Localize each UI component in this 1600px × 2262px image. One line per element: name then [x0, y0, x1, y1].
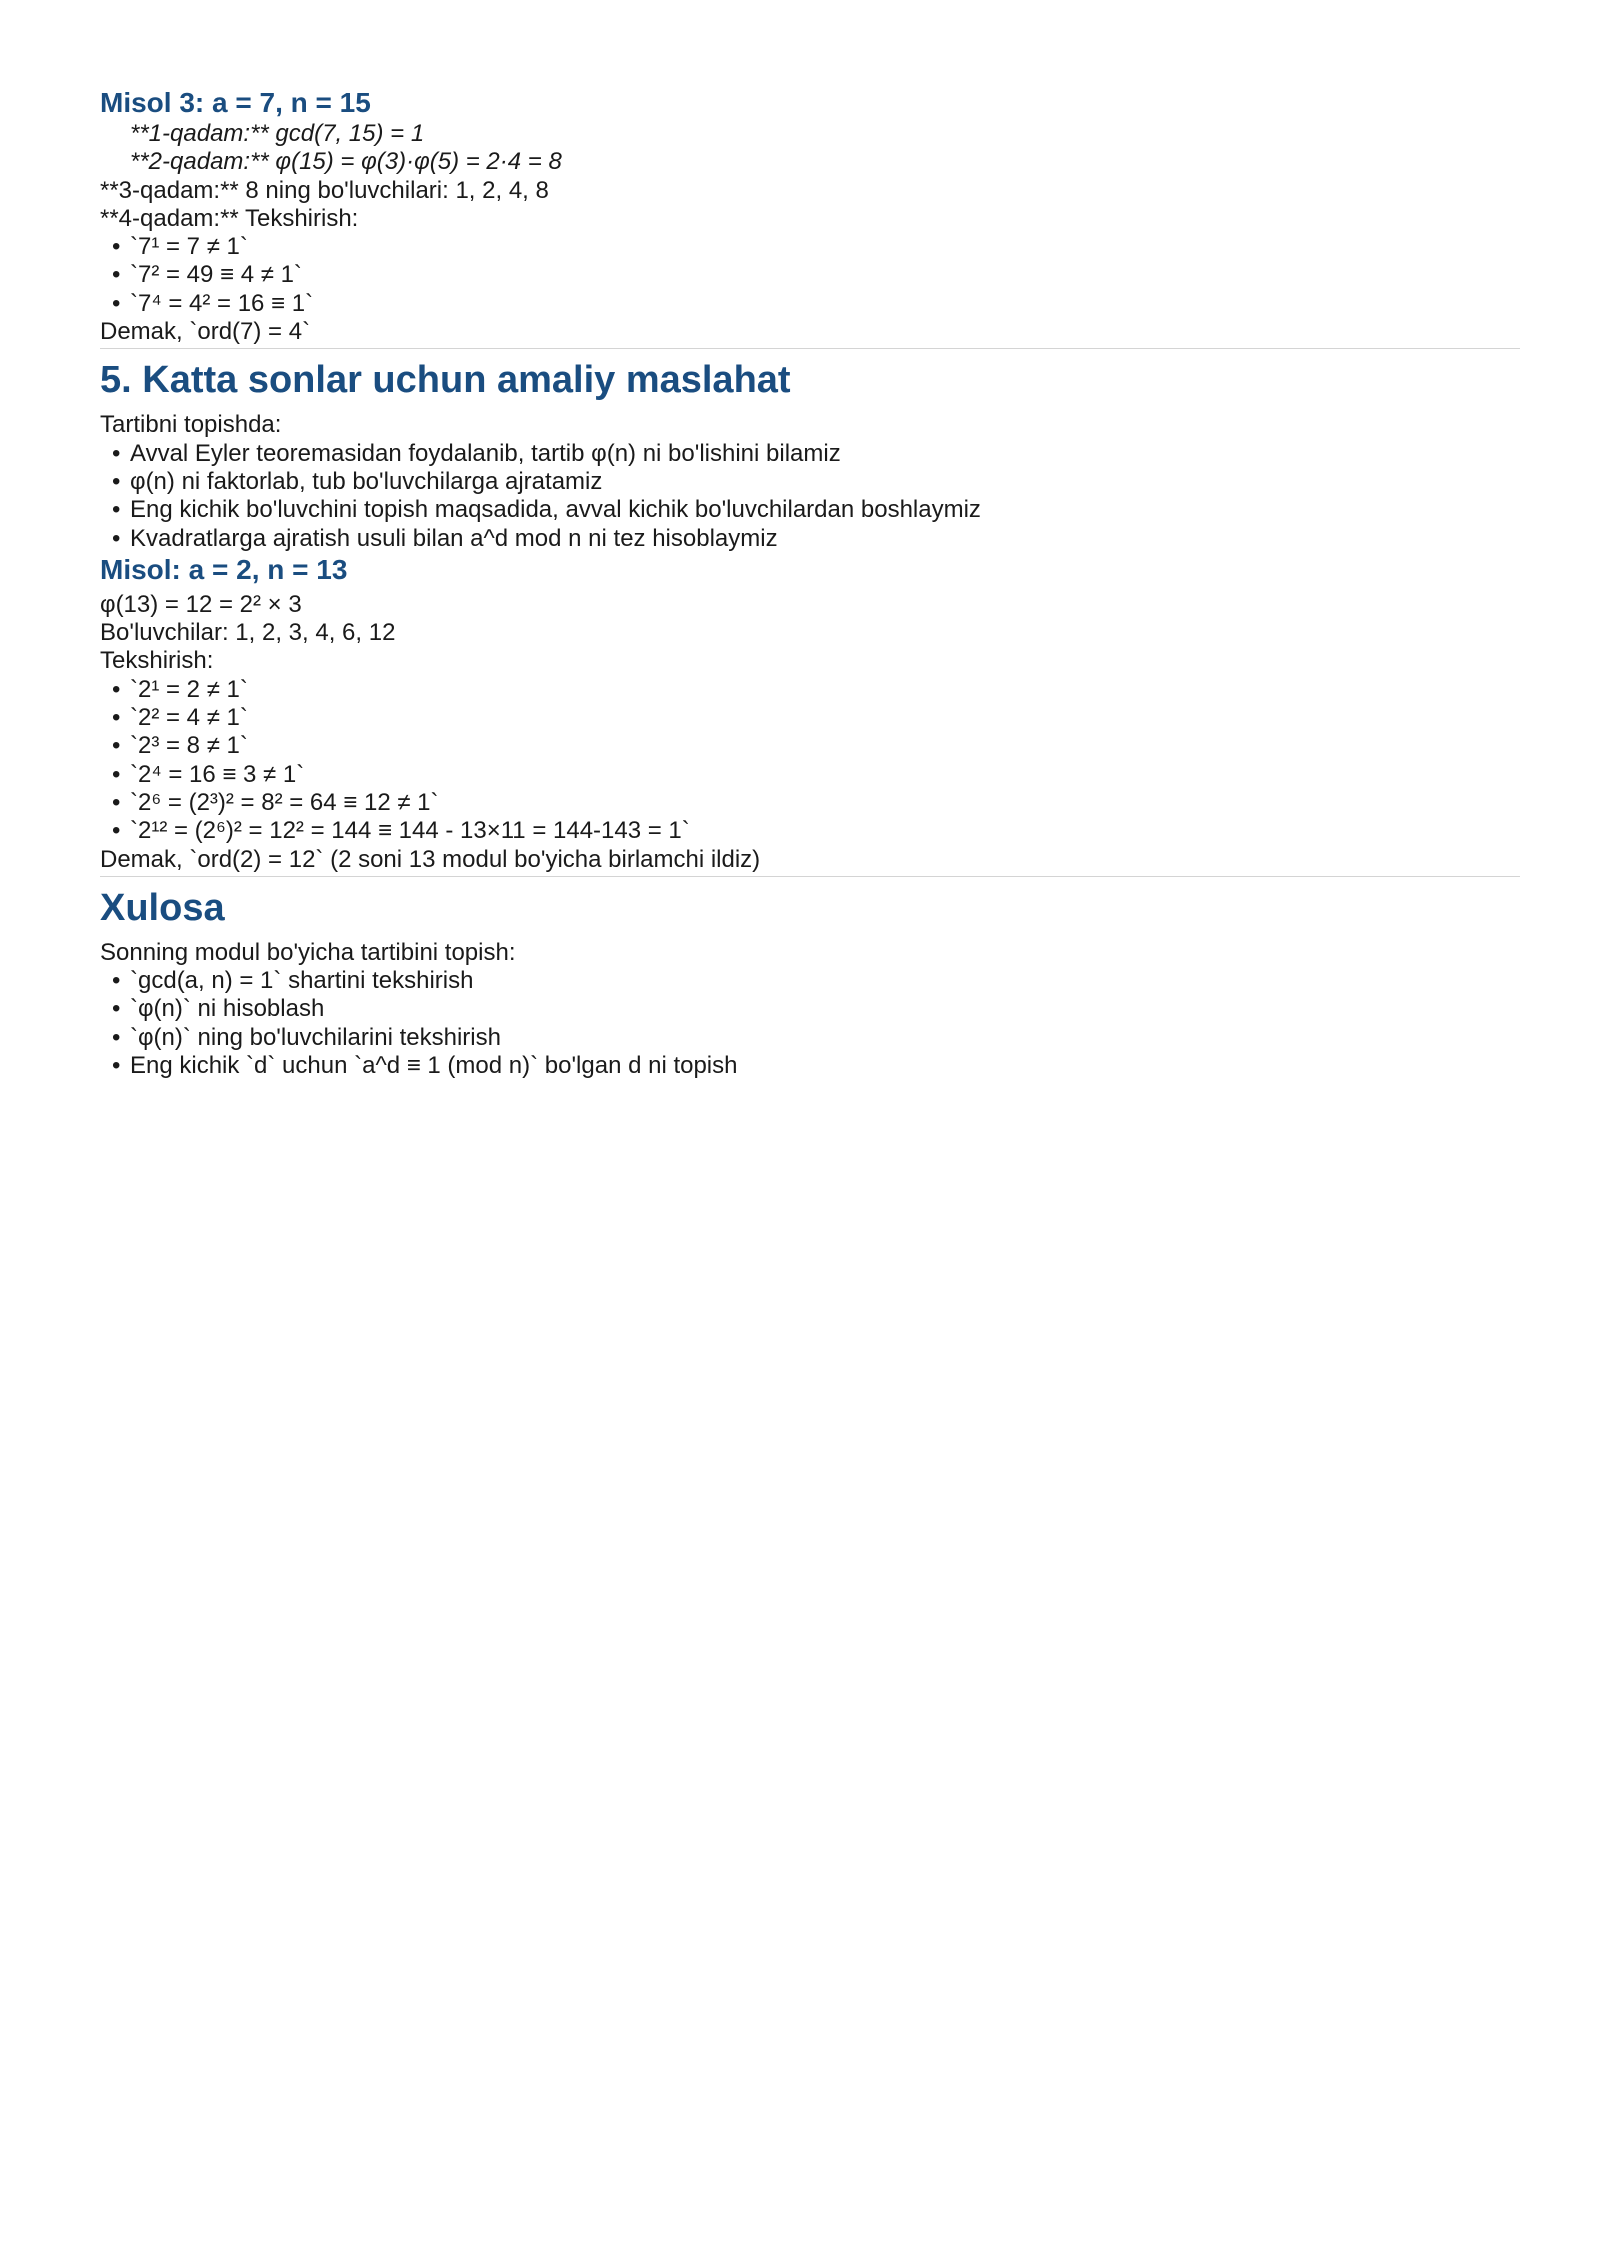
divisors-line: Bo'luvchilar: 1, 2, 3, 4, 6, 12: [100, 619, 396, 647]
list-item: [100, 995, 1520, 1023]
list-item-text: `φ(n)` ning bo'luvchilarini tekshirish: [130, 1023, 501, 1051]
bullet-icon: •: [112, 704, 121, 732]
list-item-text: `2² = 4 ≠ 1`: [130, 704, 248, 732]
bullet-icon: •: [112, 1023, 121, 1051]
list-item: [100, 789, 1520, 817]
bullet-icon: •: [112, 967, 121, 995]
bullet-icon: •: [112, 675, 121, 703]
list-item-text: `7¹ = 7 ≠ 1`: [130, 233, 248, 261]
conclusion-heading: Xulosa: [100, 886, 225, 929]
list-item: [100, 496, 1520, 524]
section-5-heading: 5. Katta sonlar uchun amaliy maslahat: [100, 359, 791, 402]
list-item: [100, 233, 1520, 261]
list-item-text: `2⁴ = 16 ≡ 3 ≠ 1`: [130, 760, 305, 788]
bullet-icon: •: [112, 788, 121, 816]
bullet-icon: •: [112, 524, 121, 552]
list-item-text: `2¹ = 2 ≠ 1`: [130, 675, 248, 703]
list-item: [100, 525, 1520, 553]
list-item-text: `7⁴ = 4² = 16 ≡ 1`: [130, 289, 314, 317]
step-2: **2-qadam:** φ(15) = φ(3)·φ(5) = 2·4 = 8: [130, 148, 562, 176]
section-divider: [100, 348, 1520, 349]
step-4: **4-qadam:** Tekshirish:: [100, 204, 359, 232]
list-item: [100, 676, 1520, 704]
bullet-icon: •: [112, 233, 121, 261]
bullet-icon: •: [112, 496, 121, 524]
list-item-text: `gcd(a, n) = 1` shartini tekshirish: [130, 967, 474, 995]
conclusion-intro: Sonning modul bo'yicha tartibini topish:: [100, 938, 516, 966]
list-item-text: Eng kichik `d` uchun `a^d ≡ 1 (mod n)` bo'lgan d ni topish: [130, 1052, 738, 1080]
document-page: [100, 86, 1520, 1080]
list-item-text: Eng kichik bo'luvchini topish maqsadida, avval kichik bo'luvchilardan boshlaymiz: [130, 496, 981, 524]
bullet-icon: •: [112, 1052, 121, 1080]
list-item: [100, 1024, 1520, 1052]
list-item: [100, 290, 1520, 318]
list-item-text: Kvadratlarga ajratish usuli bilan a^d mod n ni tez hisoblaymiz: [130, 524, 778, 552]
list-item-text: `φ(n)` ni hisoblash: [130, 995, 325, 1023]
list-item-text: `2³ = 8 ≠ 1`: [130, 732, 248, 760]
step-1: **1-qadam:** gcd(7, 15) = 1: [130, 120, 425, 147]
bullet-icon: •: [112, 760, 121, 788]
list-item-text: φ(n) ni faktorlab, tub bo'luvchilarga ajratamiz: [130, 467, 603, 495]
list-item-text: Avval Eyler teoremasidan foydalanib, tartib φ(n) ni bo'lishini bilamiz: [130, 439, 841, 467]
bullet-icon: •: [112, 439, 121, 467]
bullet-icon: •: [112, 467, 121, 495]
bullet-icon: •: [112, 995, 121, 1023]
list-item: [100, 732, 1520, 760]
list-item-text: `2⁶ = (2³)² = 8² = 64 ≡ 12 ≠ 1`: [130, 788, 439, 816]
list-item: [100, 704, 1520, 732]
list-item: [100, 967, 1520, 995]
example-3-heading: Misol 3: a = 7, n = 15: [100, 87, 371, 118]
step-3: **3-qadam:** 8 ning bo'luvchilari: 1, 2, 4, 8: [100, 176, 549, 204]
example-3-conclusion: Demak, `ord(7) = 4`: [100, 318, 311, 346]
list-item: [100, 761, 1520, 789]
list-item-text: `2¹² = (2⁶)² = 12² = 144 ≡ 144 - 13×11 = 144-143 = 1`: [130, 817, 690, 845]
list-item: [100, 1052, 1520, 1080]
section-5-intro: Tartibni topishda:: [100, 411, 282, 439]
list-item: [100, 440, 1520, 468]
list-item-text: `7² = 49 ≡ 4 ≠ 1`: [130, 261, 302, 289]
bullet-icon: •: [112, 817, 121, 845]
bullet-icon: •: [112, 261, 121, 289]
section-divider: [100, 876, 1520, 877]
example-conclusion: Demak, `ord(2) = 12` (2 soni 13 modul bo'yicha birlamchi ildiz): [100, 845, 761, 873]
list-item: [100, 468, 1520, 496]
example-heading: Misol: a = 2, n = 13: [100, 553, 348, 585]
check-intro: Tekshirish:: [100, 647, 214, 675]
list-item: [100, 817, 1520, 845]
bullet-icon: •: [112, 289, 121, 317]
phi-line: φ(13) = 12 = 2² × 3: [100, 590, 302, 618]
bullet-icon: •: [112, 732, 121, 760]
list-item: [100, 261, 1520, 289]
